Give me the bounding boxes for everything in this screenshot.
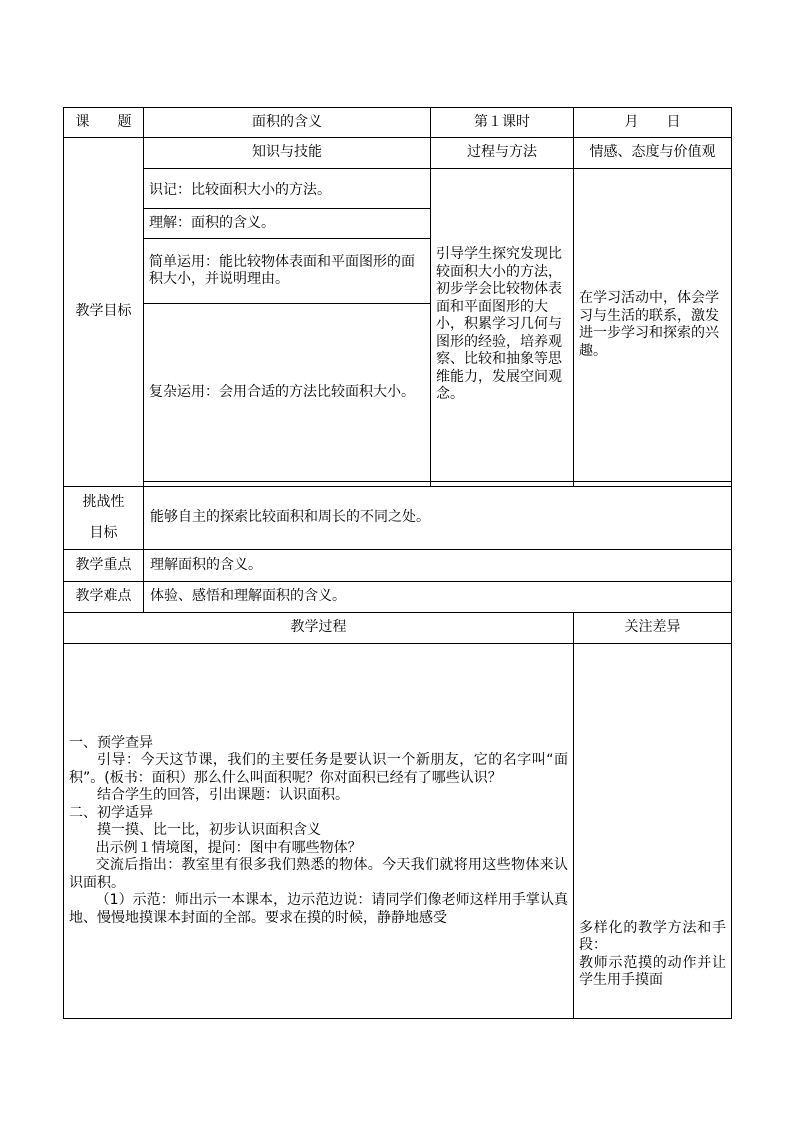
key-point-label: 教学重点 [64, 550, 144, 582]
process-paragraph: 交流后指出：教室里有很多我们熟悉的物体。今天我们就将用这些物体来认识面积。 [69, 857, 568, 891]
process-content [64, 644, 574, 1019]
process-header: 教学过程 [64, 613, 574, 644]
knowledge-header: 知识与技能 [144, 138, 431, 169]
notes-content [574, 644, 732, 1019]
process-method-text: 引导学生探究发现比较面积大小的方法，初步学会比较物体表面和平面图形的大小，积累学习几何与图形的经验，培养观察、比较和抽象等思维能力，发展空间观念。 [431, 169, 574, 482]
topic-title: 面积的含义 [144, 108, 431, 138]
section-heading: 二、初学适异 [69, 804, 153, 821]
process-paragraph: 结合学生的回答，引出课题：认识面积。 [97, 787, 349, 804]
challenge-text: 能够自主的探索比较面积和周长的不同之处。 [144, 487, 732, 550]
notes-header: 关注差异 [574, 613, 732, 644]
process-paragraph: 出示例１情境图，提问：图中有哪些物体？ [95, 839, 362, 856]
process-body-row [64, 644, 732, 1019]
key-point-text: 理解面积的含义。 [144, 550, 732, 582]
emotion-header: 情感、态度与价值观 [574, 138, 732, 169]
difficulty-label: 教学难点 [64, 582, 144, 613]
process-header-row [64, 613, 732, 644]
note-item: 多样化的教学方法和手段： [579, 919, 726, 953]
goals-header-row [64, 138, 732, 169]
difficulty-row [64, 582, 732, 613]
section-heading: 一、预学查异 [69, 734, 153, 751]
emotion-text: 在学习活动中，体会学习与生活的联系，激发进一步学习和探索的兴趣。 [574, 169, 732, 482]
note-item: 教师示范摸的动作并让学生用手摸面 [579, 954, 726, 988]
goal-recall: 识记：比较面积大小的方法。 [144, 169, 431, 209]
goals-label: 教学目标 [64, 138, 144, 487]
challenge-row [64, 487, 732, 550]
topic-label: 课 题 [64, 108, 144, 138]
challenge-label-line1: 挑战性 [82, 494, 125, 510]
goal-understand: 理解：面积的含义。 [144, 209, 431, 239]
header-row [64, 108, 732, 138]
goal-complex-apply: 复杂运用：会用合适的方法比较面积大小。 [144, 304, 431, 482]
process-paragraph: 引导：今天这节课，我们的主要任务是要认识一个新朋友，它的名字叫“面积”。(板书：面积）那么什么叫面积呢？你对面积已经有了哪些认识？ [69, 752, 568, 786]
key-point-row [64, 550, 732, 582]
lesson-plan-table [63, 107, 732, 1019]
date-field: 月 日 [574, 108, 732, 138]
goal-recall-row [64, 169, 732, 209]
goal-simple-apply: 简单运用：能比较物体表面和平面图形的面积大小，并说明理由。 [144, 239, 431, 304]
process-paragraph: 摸一摸、比一比，初步认识面积含义 [97, 822, 321, 839]
process-method-header: 过程与方法 [431, 138, 574, 169]
challenge-label [64, 487, 144, 550]
process-paragraph: （1）示范：师出示一本课本，边示范边说：请同学们像老师这样用手掌认真地、慢慢地摸课本封面的全部。要求在摸的时候，静静地感受 [69, 892, 568, 926]
difficulty-text: 体验、感悟和理解面积的含义。 [144, 582, 732, 613]
lesson-number: 第１课时 [431, 108, 574, 138]
challenge-label-line2: 目标 [89, 525, 118, 541]
